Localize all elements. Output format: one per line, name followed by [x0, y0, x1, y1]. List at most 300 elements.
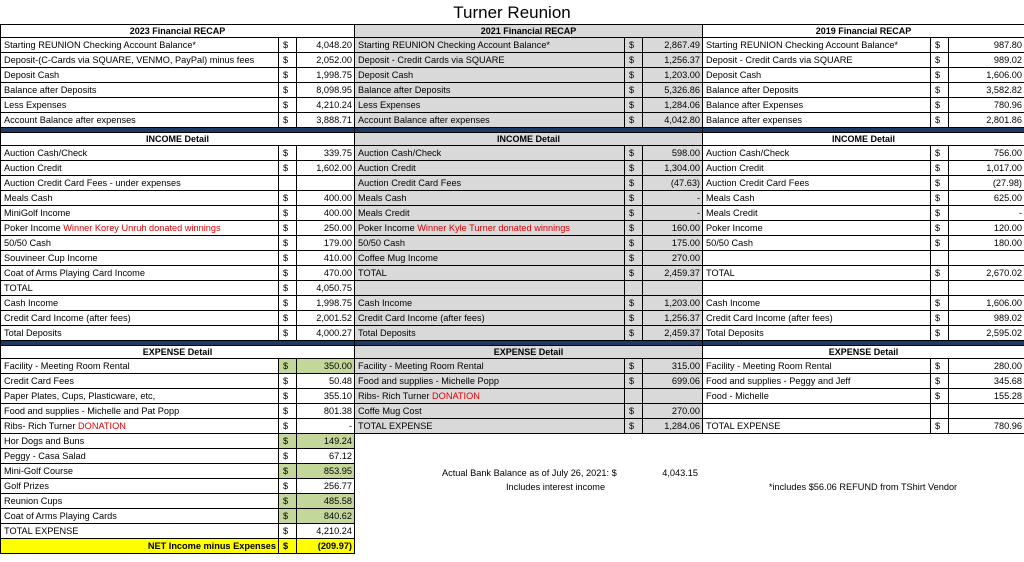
amount-value: 120.00 [993, 223, 1022, 233]
row-label [355, 176, 625, 191]
label-text: Poker Income [4, 223, 61, 233]
row-currency [625, 98, 643, 113]
row-currency [279, 479, 297, 494]
label-text: TOTAL [4, 283, 33, 293]
row-currency [625, 374, 643, 389]
currency-symbol: $ [629, 361, 635, 371]
expense-row [1, 449, 355, 464]
net-currency: $ [279, 539, 297, 554]
currency-symbol: $ [935, 268, 941, 278]
amount-value: 160.00 [671, 223, 700, 233]
income-row [355, 251, 703, 266]
net-label: NET Income minus Expenses [1, 539, 279, 554]
row-amount [297, 524, 355, 539]
row-label [355, 98, 625, 113]
label-text: Coffe Mug Cost [358, 406, 422, 416]
income-header [703, 133, 1024, 146]
currency-symbol: $ [935, 40, 941, 50]
currency-symbol: $ [629, 223, 635, 233]
amount-value: 4,048.20 [316, 40, 352, 50]
row-amount [643, 296, 703, 311]
recap-row [1, 98, 355, 113]
currency-symbol: $ [629, 193, 635, 203]
row-amount [949, 236, 1024, 251]
row-amount [297, 311, 355, 326]
recap-row [703, 98, 1024, 113]
currency-symbol: $ [283, 100, 289, 110]
amount-value: 756.00 [993, 148, 1022, 158]
row-currency [931, 113, 949, 128]
row-label [1, 206, 279, 221]
amount-value: 8,098.95 [316, 85, 352, 95]
row-label [355, 38, 625, 53]
row-currency [279, 524, 297, 539]
row-label [703, 38, 931, 53]
label-text: Meals Cash [706, 193, 755, 203]
currency-symbol: $ [629, 178, 635, 188]
row-currency [931, 311, 949, 326]
row-currency [279, 266, 297, 281]
label-text: Meals Credit [706, 208, 758, 218]
row-currency [279, 419, 297, 434]
row-currency [625, 389, 643, 404]
recap-row [1, 83, 355, 98]
row-label [703, 176, 931, 191]
row-amount [643, 191, 703, 206]
row-label [1, 479, 279, 494]
row-label [355, 146, 625, 161]
row-amount [297, 98, 355, 113]
amount-value: 625.00 [993, 193, 1022, 203]
label-text: MiniGolf Income [4, 208, 71, 218]
amount-value: 485.58 [323, 496, 352, 506]
amount-value: 987.80 [993, 40, 1022, 50]
amount-value: 270.00 [671, 253, 700, 263]
amount-value: 1,606.00 [986, 70, 1022, 80]
currency-symbol: $ [283, 163, 289, 173]
income-header [355, 133, 703, 146]
currency-symbol: $ [283, 298, 289, 308]
row-currency [931, 98, 949, 113]
income-row [703, 266, 1024, 281]
row-amount [949, 251, 1024, 266]
row-amount [297, 449, 355, 464]
row-label [703, 419, 931, 434]
section-header: INCOME Detail [703, 133, 1024, 146]
row-amount [643, 281, 703, 296]
income-row [703, 311, 1024, 326]
recap-row [1, 38, 355, 53]
row-currency [931, 68, 949, 83]
label-text: Deposit Cash [706, 70, 762, 80]
amount-value: 780.96 [993, 100, 1022, 110]
row-label [1, 359, 279, 374]
donation-note: DONATION [78, 421, 126, 431]
row-label [355, 68, 625, 83]
row-currency [279, 311, 297, 326]
row-label [355, 53, 625, 68]
amount-value: 2,670.02 [986, 268, 1022, 278]
amount-value: 3,582.82 [986, 85, 1022, 95]
row-label [703, 98, 931, 113]
label-text: 50/50 Cash [706, 238, 753, 248]
label-text: Auction Cash/Check [358, 148, 442, 158]
currency-symbol: $ [935, 391, 941, 401]
expense-row [703, 404, 1024, 419]
row-currency [931, 206, 949, 221]
income-row [355, 176, 703, 191]
recap-2023 [0, 24, 354, 554]
row-amount [643, 176, 703, 191]
amount-value: 355.10 [323, 391, 352, 401]
income-row [355, 206, 703, 221]
label-text: Coat of Arms Playing Card Income [4, 268, 145, 278]
currency-symbol: $ [283, 313, 289, 323]
label-text: Meals Cash [358, 193, 407, 203]
income-row [703, 236, 1024, 251]
row-currency [625, 161, 643, 176]
income-row [355, 266, 703, 281]
amount-value: 1,998.75 [316, 298, 352, 308]
row-label [703, 326, 931, 341]
row-currency [279, 494, 297, 509]
row-currency [625, 266, 643, 281]
row-amount [297, 494, 355, 509]
label-text: TOTAL EXPENSE [706, 421, 781, 431]
income-row [355, 236, 703, 251]
expense-row [703, 419, 1024, 434]
currency-symbol: $ [629, 313, 635, 323]
row-currency [279, 281, 297, 296]
row-amount [297, 236, 355, 251]
recap-row [355, 98, 703, 113]
row-currency [625, 359, 643, 374]
row-label [355, 236, 625, 251]
expense-row [355, 389, 703, 404]
poker-note: Winner Korey Unruh donated winnings [63, 223, 221, 233]
income-row [355, 221, 703, 236]
row-currency [931, 38, 949, 53]
amount-value: 250.00 [323, 223, 352, 233]
recap-header [355, 25, 703, 38]
expense-header [1, 346, 355, 359]
label-text: Food and supplies - Michelle Popp [358, 376, 499, 386]
expense-row [355, 359, 703, 374]
currency-symbol: $ [283, 361, 289, 371]
row-label [703, 296, 931, 311]
row-amount [643, 38, 703, 53]
row-amount [297, 68, 355, 83]
label-text: Starting REUNION Checking Account Balance* [358, 40, 551, 50]
label-text: Ribs- Rich Turner [358, 391, 430, 401]
recap-table [702, 24, 1024, 434]
row-label [1, 524, 279, 539]
amount-value: 840.62 [323, 511, 352, 521]
row-currency [931, 191, 949, 206]
amount-value: 1,304.00 [664, 163, 700, 173]
row-currency [625, 113, 643, 128]
row-amount [949, 419, 1024, 434]
currency-symbol: $ [629, 328, 635, 338]
row-amount [297, 53, 355, 68]
amount-value: 1,203.00 [664, 70, 700, 80]
income-row [703, 176, 1024, 191]
row-amount [297, 266, 355, 281]
row-label [703, 281, 931, 296]
row-currency [279, 464, 297, 479]
row-label [1, 53, 279, 68]
label-text: Balance after Deposits [706, 85, 799, 95]
amount-value: 699.06 [671, 376, 700, 386]
row-amount [297, 206, 355, 221]
section-header: INCOME Detail [1, 133, 355, 146]
recap-row [703, 53, 1024, 68]
donation-note: DONATION [432, 391, 480, 401]
income-row [703, 326, 1024, 341]
row-amount [297, 419, 355, 434]
currency-symbol: $ [283, 268, 289, 278]
amount-value: 155.28 [993, 391, 1022, 401]
row-label [703, 311, 931, 326]
label-text: Starting REUNION Checking Account Balance* [4, 40, 197, 50]
row-currency [625, 326, 643, 341]
row-label [1, 221, 279, 236]
row-label [703, 113, 931, 128]
row-label [1, 311, 279, 326]
currency-symbol: $ [629, 376, 635, 386]
row-currency [625, 296, 643, 311]
row-label [703, 83, 931, 98]
row-currency [625, 311, 643, 326]
recap-row [355, 83, 703, 98]
row-label [355, 191, 625, 206]
row-currency [625, 176, 643, 191]
label-text: Deposit-(C-Cards via SQUARE, VENMO, PayPal) minus fees [4, 55, 255, 65]
amount-value: 180.00 [993, 238, 1022, 248]
currency-symbol: $ [935, 328, 941, 338]
row-currency [931, 176, 949, 191]
income-row [1, 191, 355, 206]
expense-row [703, 389, 1024, 404]
currency-symbol: $ [283, 436, 289, 446]
income-row [703, 206, 1024, 221]
row-amount [643, 389, 703, 404]
row-amount [297, 404, 355, 419]
row-amount [643, 359, 703, 374]
row-currency [931, 374, 949, 389]
row-amount [643, 374, 703, 389]
currency-symbol: $ [629, 208, 635, 218]
row-amount [643, 404, 703, 419]
expense-row [1, 374, 355, 389]
row-currency [625, 281, 643, 296]
amount-value: 4,000.27 [316, 328, 352, 338]
row-currency [279, 449, 297, 464]
row-amount [643, 326, 703, 341]
row-amount [643, 251, 703, 266]
currency-symbol: $ [283, 238, 289, 248]
income-row [1, 326, 355, 341]
row-label [1, 83, 279, 98]
income-row [1, 251, 355, 266]
row-currency [931, 53, 949, 68]
row-currency [279, 98, 297, 113]
label-text: Balance after Deposits [4, 85, 97, 95]
row-currency [625, 53, 643, 68]
row-label [703, 146, 931, 161]
row-label [355, 326, 625, 341]
amount-value: 598.00 [671, 148, 700, 158]
row-label [703, 221, 931, 236]
row-label [355, 266, 625, 281]
amount-value: - [1018, 208, 1022, 218]
row-label [1, 374, 279, 389]
amount-value: 50.48 [329, 376, 352, 386]
row-currency [931, 236, 949, 251]
currency-symbol: $ [283, 115, 289, 125]
row-amount [949, 266, 1024, 281]
label-text: Hor Dogs and Buns [4, 436, 85, 446]
recap-row [355, 38, 703, 53]
row-currency [625, 419, 643, 434]
row-label [355, 389, 625, 404]
poker-note: Winner Kyle Turner donated winnings [417, 223, 570, 233]
row-label [1, 296, 279, 311]
row-amount [297, 161, 355, 176]
row-amount [643, 311, 703, 326]
row-amount [643, 419, 703, 434]
currency-symbol: $ [629, 163, 635, 173]
row-amount [297, 221, 355, 236]
row-label [355, 206, 625, 221]
row-currency [931, 419, 949, 434]
expense-row [703, 374, 1024, 389]
currency-symbol: $ [629, 55, 635, 65]
currency-symbol: $ [283, 376, 289, 386]
income-row [355, 311, 703, 326]
row-label [1, 113, 279, 128]
label-text: Credit Card Fees [4, 376, 74, 386]
row-currency [279, 68, 297, 83]
row-amount [297, 374, 355, 389]
recap-header [703, 25, 1024, 38]
income-row [703, 281, 1024, 296]
row-currency [931, 83, 949, 98]
income-row [703, 251, 1024, 266]
expense-header [703, 346, 1024, 359]
row-label [703, 359, 931, 374]
row-currency [279, 326, 297, 341]
currency-symbol: $ [935, 55, 941, 65]
amount-value: - [348, 421, 352, 431]
amount-value: 400.00 [323, 208, 352, 218]
row-currency [625, 68, 643, 83]
income-row [703, 146, 1024, 161]
currency-symbol: $ [283, 451, 289, 461]
row-label [703, 161, 931, 176]
label-text: Less Expenses [358, 100, 421, 110]
row-amount [949, 83, 1024, 98]
net-amount: (209.97) [297, 539, 355, 554]
expense-row [355, 374, 703, 389]
row-currency [931, 404, 949, 419]
expense-row [1, 359, 355, 374]
row-currency [279, 434, 297, 449]
row-amount [643, 68, 703, 83]
recap-row [355, 113, 703, 128]
row-amount [949, 68, 1024, 83]
row-amount [949, 38, 1024, 53]
row-currency [279, 191, 297, 206]
currency-symbol: $ [283, 421, 289, 431]
recap-row [355, 68, 703, 83]
label-text: TOTAL EXPENSE [358, 421, 433, 431]
row-amount [297, 296, 355, 311]
currency-symbol: $ [283, 223, 289, 233]
amount-value: 1,606.00 [986, 298, 1022, 308]
bank-balance-amount: 4,043.15 [662, 468, 698, 478]
row-label [355, 404, 625, 419]
row-amount [643, 83, 703, 98]
expense-row [1, 464, 355, 479]
label-text: Balance after expenses [706, 115, 803, 125]
currency-symbol: $ [283, 511, 289, 521]
row-amount [643, 236, 703, 251]
row-currency [279, 251, 297, 266]
row-label [1, 389, 279, 404]
row-amount [297, 251, 355, 266]
currency-symbol: $ [283, 466, 289, 476]
label-text: Paper Plates, Cups, Plasticware, etc, [4, 391, 156, 401]
amount-value: 4,042.80 [664, 115, 700, 125]
row-currency [279, 221, 297, 236]
row-label [1, 176, 279, 191]
currency-symbol: $ [935, 298, 941, 308]
row-label [703, 53, 931, 68]
label-text: Meals Credit [358, 208, 410, 218]
row-label [1, 236, 279, 251]
amount-value: 470.00 [323, 268, 352, 278]
label-text: Deposit - Credit Cards via SQUARE [358, 55, 505, 65]
income-row [1, 236, 355, 251]
label-text: Total Deposits [4, 328, 62, 338]
expense-header [355, 346, 703, 359]
amount-value: 2,052.00 [316, 55, 352, 65]
label-text: Credit Card Income (after fees) [706, 313, 833, 323]
income-row [703, 161, 1024, 176]
amount-value: 315.00 [671, 361, 700, 371]
row-amount [297, 113, 355, 128]
recap-header [1, 25, 355, 38]
amount-value: (47.63) [670, 178, 700, 188]
currency-symbol: $ [629, 421, 635, 431]
section-header: 2019 Financial RECAP [703, 25, 1024, 38]
amount-value: - [696, 208, 700, 218]
amount-value: 149.24 [323, 436, 352, 446]
recap-row [703, 113, 1024, 128]
income-row [1, 221, 355, 236]
label-text: Facility - Meeting Room Rental [4, 361, 130, 371]
income-row [1, 281, 355, 296]
row-label [1, 161, 279, 176]
income-row [1, 206, 355, 221]
currency-symbol: $ [935, 70, 941, 80]
label-text: Deposit Cash [4, 70, 60, 80]
section-header: 2023 Financial RECAP [1, 25, 355, 38]
currency-symbol: $ [629, 40, 635, 50]
row-label [703, 191, 931, 206]
row-currency [279, 374, 297, 389]
